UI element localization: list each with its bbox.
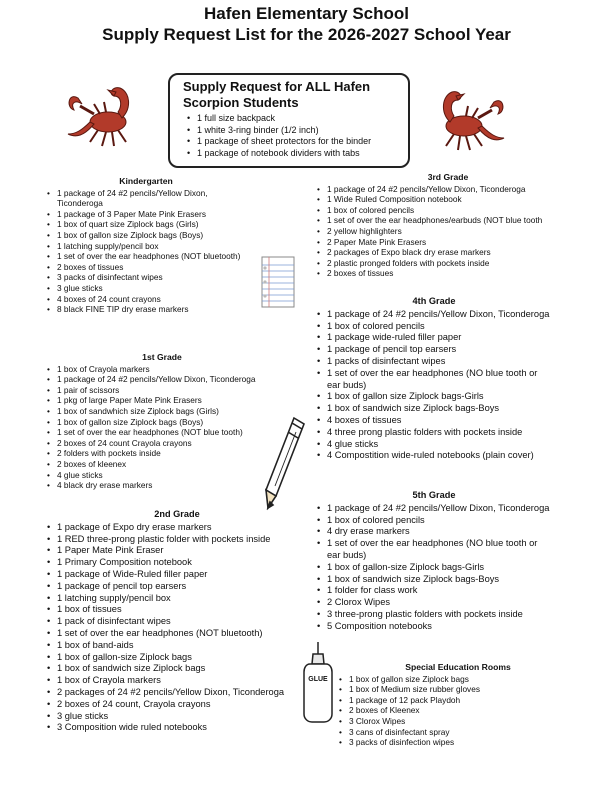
list-item: • 1 package of Expo dry erase markers bbox=[46, 522, 308, 534]
list-item: • 5 Composition notebooks bbox=[316, 621, 552, 633]
list-item: • 1 package of Wide-Ruled filler paper bbox=[46, 569, 308, 581]
list-item: • 2 plastic pronged folders with pockets inside bbox=[316, 258, 580, 269]
list-item: • 3 glue sticks bbox=[46, 283, 246, 294]
all-students-box bbox=[168, 73, 410, 168]
pencil-icon bbox=[262, 414, 308, 512]
list-title: Supply Request List for the 2026-2027 School Year bbox=[102, 25, 511, 44]
list-item: • 1 box of tissues bbox=[46, 604, 308, 616]
list-item: • 4 glue sticks bbox=[316, 439, 552, 451]
special-education-section bbox=[338, 662, 578, 748]
list-item: • 4 boxes of 24 count crayons bbox=[46, 294, 246, 305]
list-item: • 1 package of 24 #2 pencils/Yellow Dixon, Ticonderoga bbox=[316, 309, 552, 321]
fourth-grade-section bbox=[316, 296, 552, 462]
section-heading: 4th Grade bbox=[412, 296, 456, 306]
scorpion-icon bbox=[60, 78, 152, 150]
list-item: • 1 pkg of large Paper Mate Pink Erasers bbox=[46, 395, 278, 406]
list-item: • 2 boxes of Kleenex bbox=[338, 705, 578, 716]
list-item: • 4 dry erase markers bbox=[316, 526, 552, 538]
school-name: Hafen Elementary School bbox=[203, 4, 409, 23]
third-grade-section bbox=[316, 172, 580, 279]
list-item: • 1 box of gallon size Ziplock bags bbox=[338, 674, 578, 685]
list-item: • 1 box of colored pencils bbox=[316, 321, 552, 333]
list-item: • 3 Composition wide ruled notebooks bbox=[46, 722, 308, 734]
list-item: • 1 pair of scissors bbox=[46, 385, 278, 396]
list-item: • 1 box of sandwich size Ziplock bags-Boys bbox=[316, 574, 552, 586]
list-item: • 1 box of sandwich size Ziplock bags-Boys bbox=[316, 403, 552, 415]
list-item: • 1 box of quart size Ziplock bags (Girls) bbox=[46, 219, 246, 230]
list-item: • 1 box of gallon-size Ziplock bags bbox=[46, 652, 308, 664]
list-item: • 1 Wide Ruled Composition notebook bbox=[316, 194, 580, 205]
list-item: • 3 glue sticks bbox=[46, 711, 308, 723]
scorpion-icon bbox=[420, 82, 512, 154]
list-item: • 1 pack of disinfectant wipes bbox=[46, 616, 308, 628]
list-item: • 1 box of Crayola markers bbox=[46, 364, 278, 375]
notebook-paper-icon bbox=[258, 256, 296, 310]
list-item: • 3 Clorox Wipes bbox=[338, 716, 578, 727]
list-item: • 2 Clorox Wipes bbox=[316, 597, 552, 609]
list-item: • 1 set of over the ear headphones/earbuds (NOT blue tooth bbox=[316, 215, 580, 226]
list-item: • 2 boxes of tissues bbox=[316, 268, 580, 279]
list-item: • 1 set of over the ear headphones (NO blue tooth or ear buds) bbox=[316, 368, 552, 392]
list-item: • 2 packages of Expo black dry erase markers bbox=[316, 247, 580, 258]
list-item: • 3 packs of disinfection wipes bbox=[338, 737, 578, 748]
list-item: • 1 set of over the ear headphones (NOT bluetooth) bbox=[46, 251, 246, 262]
list-item: • 3 cans of disinfectant spray bbox=[338, 727, 578, 738]
list-item: • 1 package of 24 #2 pencils/Yellow Dixon, Ticonderoga bbox=[316, 503, 552, 515]
list-item: • 1 set of over the ear headphones (NOT blue tooth) bbox=[46, 427, 278, 438]
list-item: • 1 box of gallon size Ziplock bags-Girls bbox=[316, 391, 552, 403]
list-item: • 1 set of over the ear headphones (NOT bluetooth) bbox=[46, 628, 308, 640]
list-item: • 2 boxes of 24 count, Crayola crayons bbox=[46, 699, 308, 711]
section-heading: 5th Grade bbox=[412, 490, 456, 500]
list-item: • 1 package of 3 Paper Mate Pink Erasers bbox=[46, 209, 246, 220]
list-item: • 1 box of gallon size Ziplock bags (Boys) bbox=[46, 230, 246, 241]
section-heading: 3rd Grade bbox=[427, 172, 469, 182]
list-item: • 1 package wide-ruled filler paper bbox=[316, 332, 552, 344]
list-item: • 4 glue sticks bbox=[46, 470, 278, 481]
section-heading: Kindergarten bbox=[119, 176, 173, 186]
list-item: • 1 packs of disinfectant wipes bbox=[316, 356, 552, 368]
list-item: • 1 box of gallon-size Ziplock bags-Girls bbox=[316, 562, 552, 574]
list-item: • 4 black dry erase markers bbox=[46, 480, 278, 491]
list-item: • 2 boxes of tissues bbox=[46, 262, 246, 273]
list-item: • 2 folders with pockets inside bbox=[46, 448, 278, 459]
list-item: • 2 Paper Mate Pink Erasers bbox=[316, 237, 580, 248]
list-item: • 3 packs of disinfectant wipes bbox=[46, 272, 246, 283]
list-item: • 1 package of sheet protectors for the binder bbox=[186, 136, 408, 148]
list-item: • 4 boxes of tissues bbox=[316, 415, 552, 427]
list-item: • 8 black FINE TIP dry erase markers bbox=[46, 304, 246, 315]
list-item: • 1 latching supply/pencil box bbox=[46, 593, 308, 605]
kindergarten-section bbox=[46, 176, 246, 315]
list-item: • 1 package of 24 #2 pencils/Yellow Dixon, Ticonderoga bbox=[46, 188, 246, 209]
list-item: • 1 box of sandwich size Ziplock bags bbox=[46, 663, 308, 675]
section-heading: 1st Grade bbox=[142, 352, 182, 362]
list-item: • 1 box of band-aids bbox=[46, 640, 308, 652]
list-item: • 2 yellow highlighters bbox=[316, 226, 580, 237]
list-item: • 1 latching supply/pencil box bbox=[46, 241, 246, 252]
list-item: • 1 white 3-ring binder (1/2 inch) bbox=[186, 125, 408, 137]
list-item: • 1 set of over the ear headphones (NO blue tooth or ear buds) bbox=[316, 538, 552, 562]
list-item: • 1 full size backpack bbox=[186, 113, 408, 125]
list-item: • 1 package of pencil top earsers bbox=[316, 344, 552, 356]
list-item: • 1 folder for class work bbox=[316, 585, 552, 597]
all-students-list bbox=[186, 113, 408, 159]
list-item: • 1 box of gallon size Ziplock bags (Boys) bbox=[46, 417, 278, 428]
all-students-title: Supply Request for ALL Hafen Scorpion Students bbox=[183, 79, 371, 110]
list-item: • 4 Compostition wide-ruled notebooks (plain cover) bbox=[316, 450, 552, 462]
list-item: • 1 box of Crayola markers bbox=[46, 675, 308, 687]
list-item: • 1 box of sandwhich size Ziplock bags (Girls) bbox=[46, 406, 278, 417]
fifth-grade-section bbox=[316, 490, 552, 633]
list-item: • 1 package of 24 #2 pencils/Yellow Dixon, Ticonderoga bbox=[46, 374, 278, 385]
list-item: • 1 package of pencil top earsers bbox=[46, 581, 308, 593]
list-item: • 1 Primary Composition notebook bbox=[46, 557, 308, 569]
section-heading: Special Education Rooms bbox=[405, 662, 511, 672]
list-item: • 2 packages of 24 #2 pencils/Yellow Dixon, Ticonderoga bbox=[46, 687, 308, 699]
list-item: • 2 boxes of kleenex bbox=[46, 459, 278, 470]
list-item: • 1 package of 24 #2 pencils/Yellow Dixon, Ticonderoga bbox=[316, 184, 580, 195]
list-item: • 1 Paper Mate Pink Eraser bbox=[46, 545, 308, 557]
list-item: • 2 boxes of 24 count Crayola crayons bbox=[46, 438, 278, 449]
first-grade-section bbox=[46, 352, 278, 491]
section-heading: 2nd Grade bbox=[154, 509, 200, 519]
list-item: • 3 three-prong plastic folders with pockets inside bbox=[316, 609, 552, 621]
list-item: • 4 three prong plastic folders with pockets inside bbox=[316, 427, 552, 439]
list-item: • 1 box of Medium size rubber gloves bbox=[338, 684, 578, 695]
list-item: • 1 box of colored pencils bbox=[316, 205, 580, 216]
list-item: • 1 package of notebook dividers with tabs bbox=[186, 148, 408, 160]
glue-label: GLUE bbox=[308, 676, 328, 683]
second-grade-section bbox=[46, 509, 308, 734]
list-item: • 1 package of 12 pack Playdoh bbox=[338, 695, 578, 706]
list-item: • 1 box of colored pencils bbox=[316, 515, 552, 527]
list-item: • 1 RED three-prong plastic folder with pockets inside bbox=[46, 534, 308, 546]
